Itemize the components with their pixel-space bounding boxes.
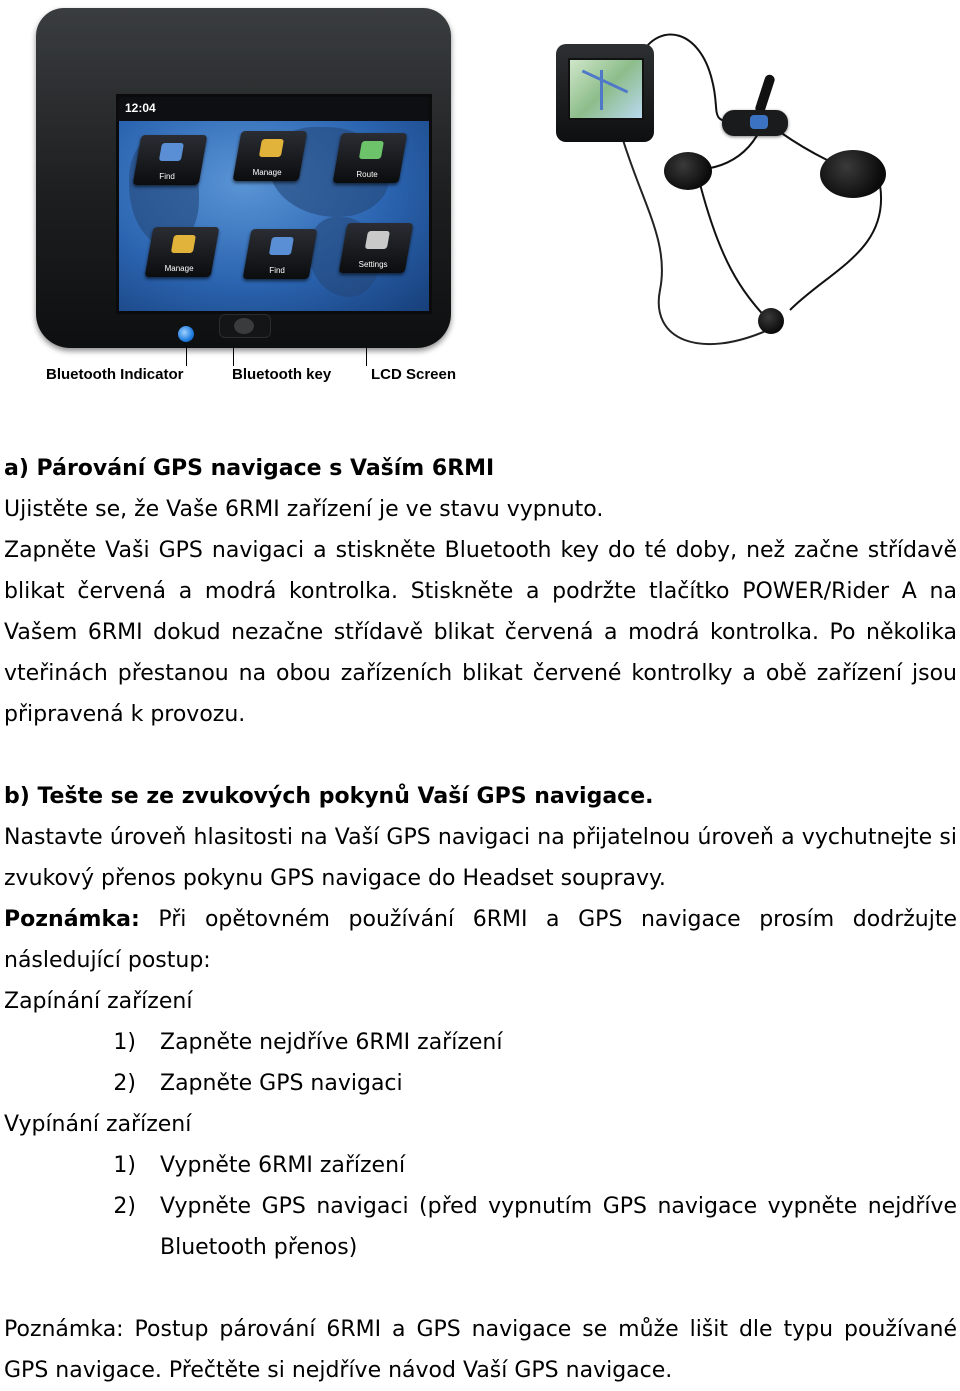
power-off-heading: Vypínání zařízení (4, 1112, 192, 1137)
menu-tile-settings[interactable]: Settings (339, 223, 414, 273)
section-b-paragraph: Nastavte úroveň hlasitosti na Vaší GPS navigaci na přijatelnou úroveň a vychutnejte si zvukový přenos pokynu GPS navigace do Headset soupravy. (4, 825, 957, 891)
headset-speaker-left (664, 152, 712, 190)
list-item: 1) Vypněte 6RMI zařízení (113, 1153, 406, 1178)
note-paragraph (4, 899, 957, 981)
headset-speaker-right (820, 150, 886, 198)
caption-lcd-screen: LCD Screen (371, 366, 457, 383)
menu-tile-find-2[interactable]: Find (243, 229, 318, 279)
caption-bluetooth-indicator: Bluetooth Indicator (46, 366, 184, 383)
product-photo (0, 0, 960, 400)
menu-tile-route[interactable]: Route (333, 133, 408, 183)
headset-unit (722, 110, 788, 136)
power-on-heading: Zapínání zařízení (4, 989, 193, 1014)
section-b-heading: b) Tešte se ze zvukových pokynů Vaší GPS navigace. (4, 784, 654, 809)
menu-tile-manage[interactable]: Manage (233, 131, 308, 181)
footer-note: Poznámka: Postup párování 6RMI a GPS navigace se může lišit dle typu používané GPS navigace. Přečtěte si nejdříve návod Vaší GPS navigace. (4, 1317, 957, 1383)
power-on-steps (4, 1022, 957, 1104)
menu-tile-find[interactable]: Find (133, 135, 208, 185)
note-label: Poznámka: (4, 907, 140, 932)
list-item: 2) Zapněte GPS navigaci (113, 1071, 403, 1096)
section-a-paragraph: Zapněte Vaši GPS navigaci a stiskněte Bluetooth key do té doby, než začne střídavě blikat červená a modrá kontrolka. Stiskněte a podržte tlačítko POWER/Rider A na Vašem 6RMI dokud nezačne střídavě blikat červená a modrá kontrolka. Po několika vteřinách přestanou na obou zařízeních blikat červené kontrolky a obě zařízení jsou připravená k provozu. (4, 538, 957, 727)
headset-cables (0, 0, 960, 400)
list-item: 2) Vypněte GPS navigaci (před vypnutím GPS navigace vypněte nejdříve Bluetooth přenos) (113, 1194, 957, 1260)
document-body (4, 448, 957, 1391)
microphone (758, 308, 784, 334)
menu-tile-manage-2[interactable]: Manage (145, 227, 220, 277)
note-text: Při opětovném používání 6RMI a GPS navigace prosím dodržujte následující postup: (4, 907, 957, 973)
caption-bluetooth-key: Bluetooth key (232, 366, 332, 383)
section-a-heading: a) Párování GPS navigace s Vaším 6RMI (4, 456, 495, 481)
mini-map-screen (568, 58, 644, 120)
mini-gps-device (556, 44, 654, 142)
clock: 12:04 (125, 101, 156, 115)
power-off-steps (4, 1145, 957, 1268)
list-item: 1) Zapněte nejdříve 6RMI zařízení (113, 1030, 503, 1055)
section-a-line: Ujistěte se, že Vaše 6RMI zařízení je ve stavu vypnuto. (4, 497, 604, 522)
